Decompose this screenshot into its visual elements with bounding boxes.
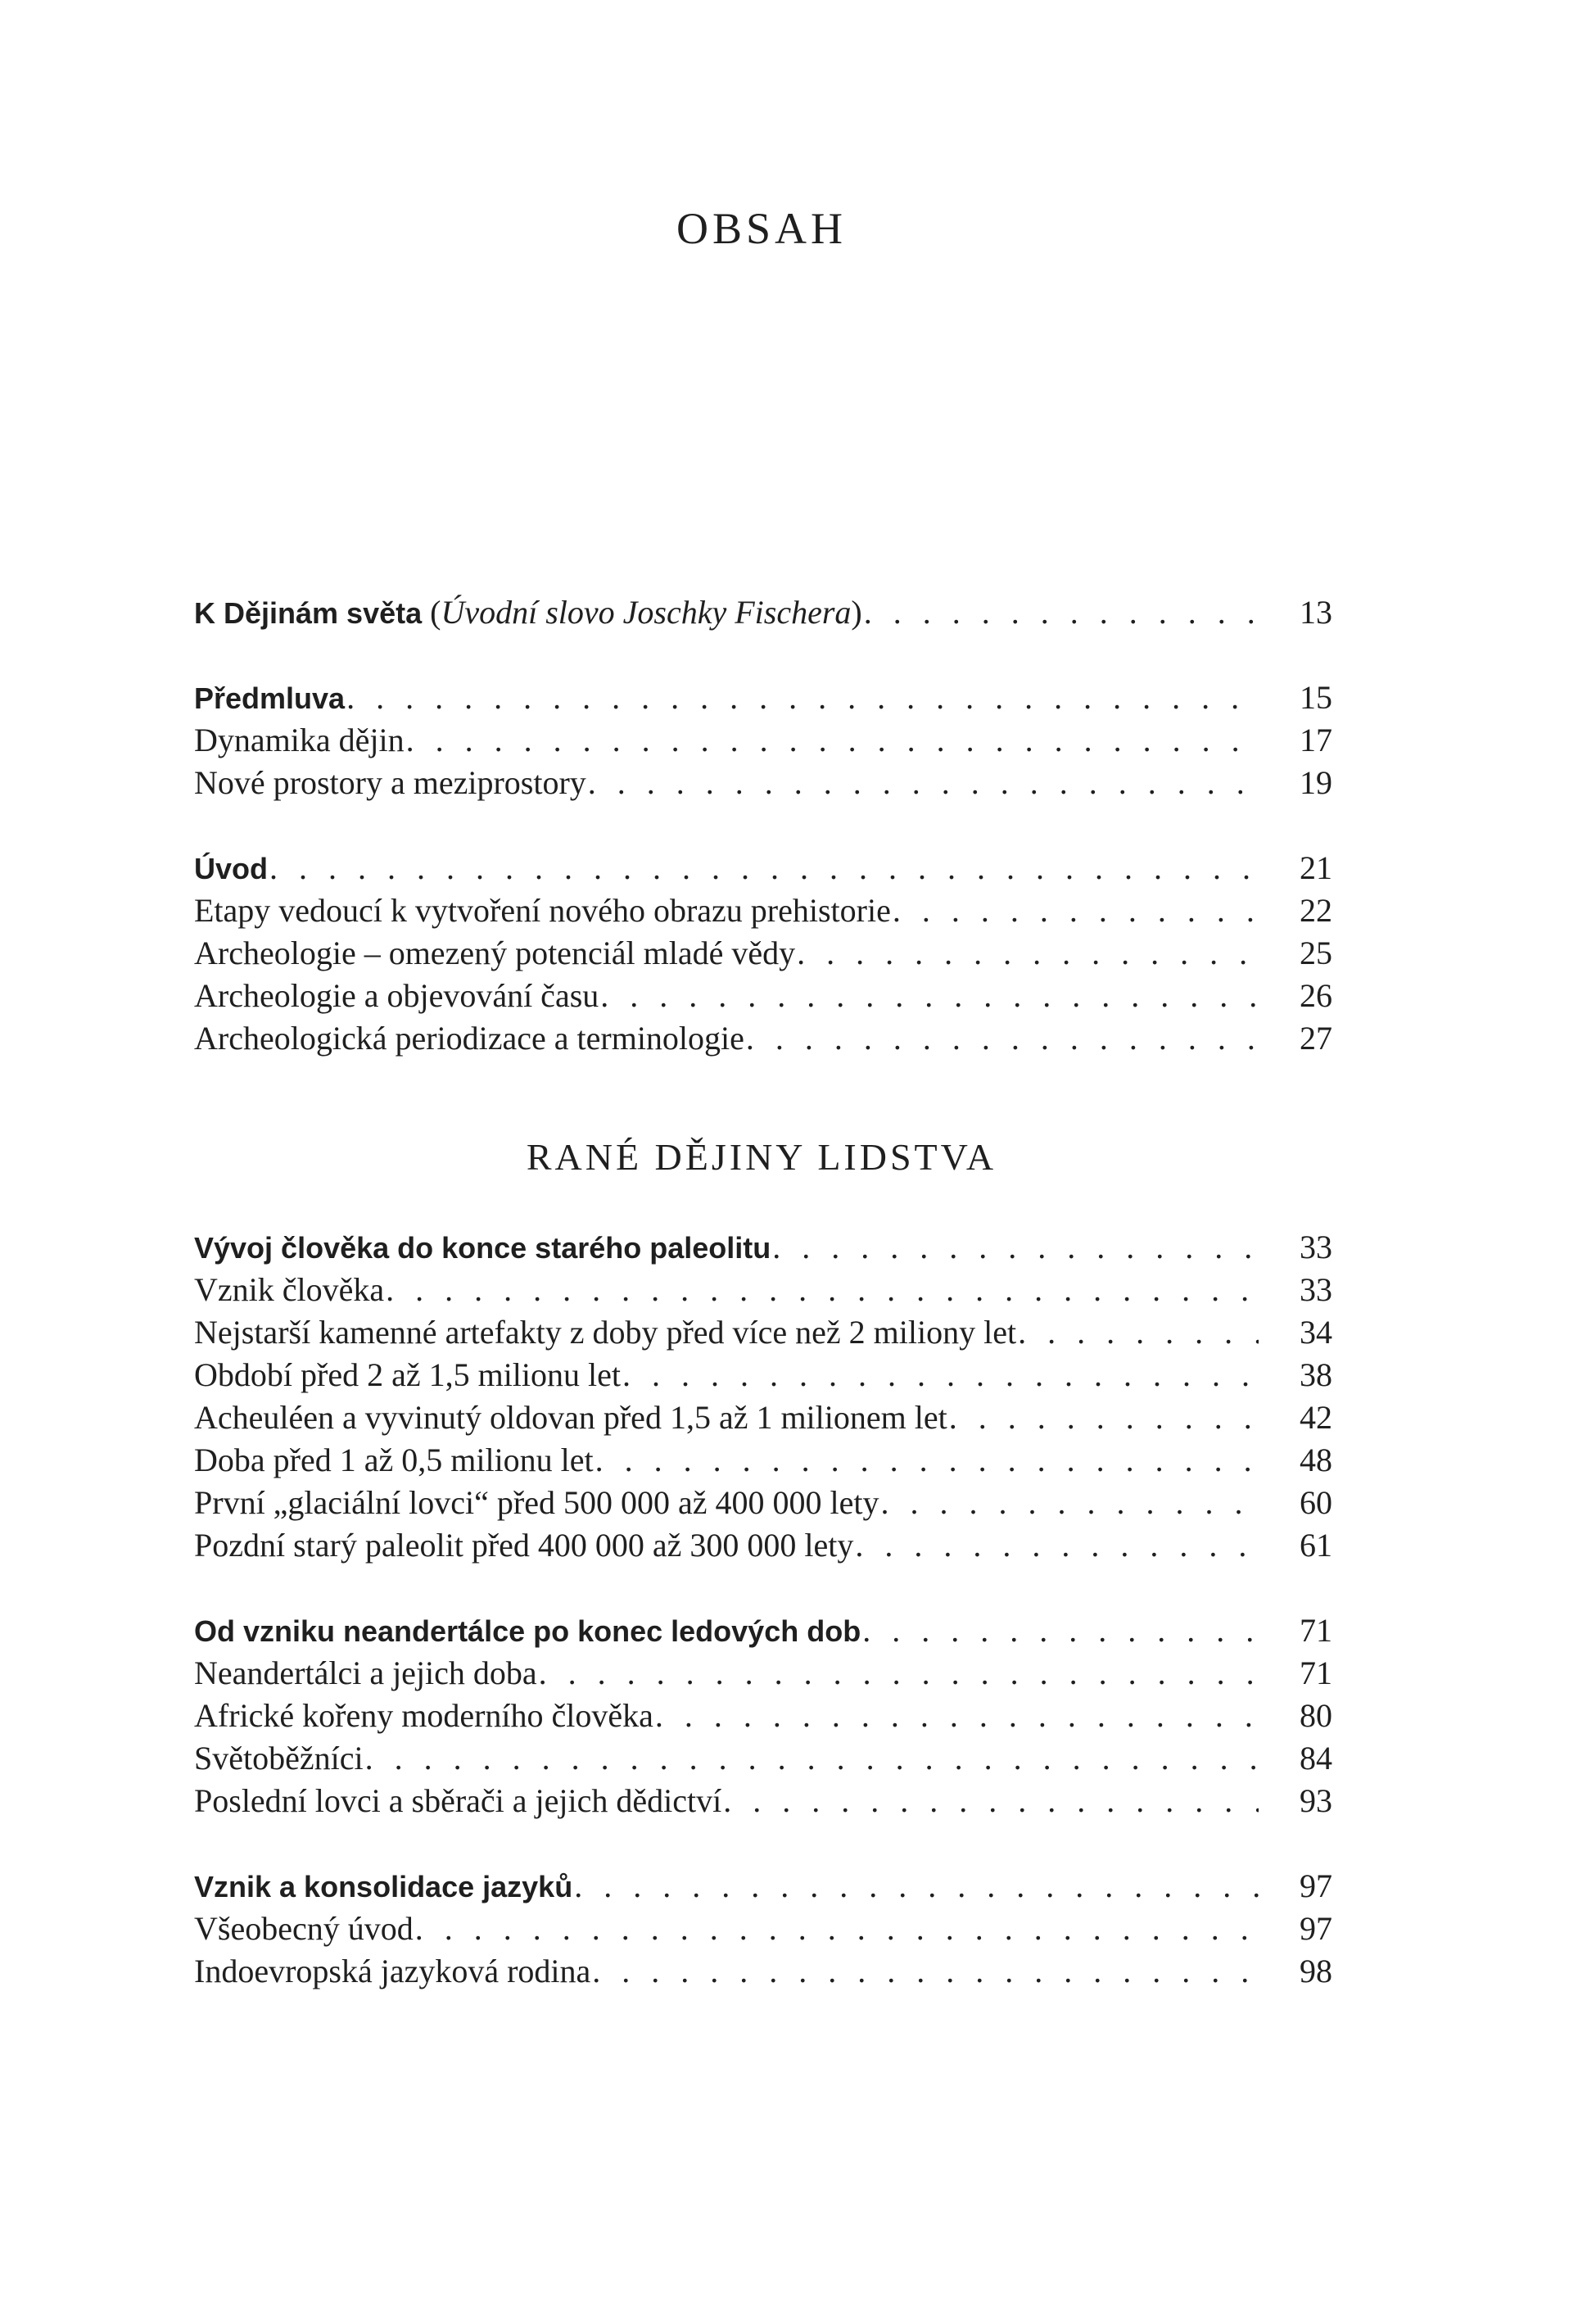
- toc-entry-title: Nové prostory a meziprostory: [194, 764, 586, 801]
- dot-leader: [365, 1737, 1259, 1780]
- toc-page-number: 60: [1300, 1484, 1332, 1521]
- toc-entry-title: Indoevropská jazyková rodina: [194, 1953, 591, 1989]
- toc-entry-title: Pozdní starý paleolit před 400 000 až 300 000 lety: [194, 1527, 854, 1564]
- toc-entry[interactable]: [194, 932, 1332, 975]
- toc-group-header[interactable]: [194, 1226, 1332, 1269]
- toc-page-number: 84: [1300, 1740, 1332, 1777]
- toc-page-number: 98: [1300, 1953, 1332, 1989]
- toc-entry-title: Archeologie a objevování času: [194, 977, 599, 1014]
- toc-page-number: 13: [1300, 594, 1332, 631]
- toc-entry[interactable]: [194, 1354, 1332, 1396]
- toc-entry[interactable]: [194, 1908, 1332, 1950]
- toc-entry-title: Vznik a konsolidace jazyků: [194, 1870, 573, 1903]
- toc-page-number: 97: [1300, 1867, 1332, 1904]
- toc-page-number: 21: [1300, 849, 1332, 886]
- toc-block-early-history: [194, 1226, 1332, 1993]
- toc-entry[interactable]: [194, 1269, 1332, 1311]
- toc-entry-title: Archeologická periodizace a terminologie: [194, 1020, 744, 1057]
- dot-leader: [949, 1396, 1259, 1439]
- toc-page-number: 42: [1300, 1399, 1332, 1436]
- toc-entry-title: Etapy vedoucí k vytvoření nového obrazu prehistorie: [194, 892, 891, 929]
- toc-page-number: 33: [1300, 1271, 1332, 1308]
- toc-entry[interactable]: [194, 1780, 1332, 1822]
- toc-entry-title: Doba před 1 až 0,5 milionu let: [194, 1442, 594, 1478]
- toc-entry[interactable]: [194, 1524, 1332, 1567]
- toc-entry-title: Archeologie – omezený potenciál mladé vědy: [194, 935, 796, 971]
- toc-page-number: 38: [1300, 1356, 1332, 1393]
- toc-page-number: 97: [1300, 1910, 1332, 1947]
- toc-entry-title: Africké kořeny moderního člověka: [194, 1697, 653, 1734]
- toc-page-number: 80: [1300, 1697, 1332, 1734]
- dot-leader: [269, 847, 1259, 889]
- toc-entry-title: Úvod: [194, 852, 268, 885]
- dot-leader: [415, 1908, 1259, 1950]
- dot-leader: [797, 932, 1259, 975]
- toc-page-number: 25: [1300, 935, 1332, 971]
- dot-leader: [386, 1269, 1259, 1311]
- toc-page-number: 15: [1300, 679, 1332, 716]
- toc-group-header[interactable]: [194, 1865, 1332, 1908]
- toc-entry-title: První „glaciální lovci“ před 500 000 až 400 000 lety: [194, 1484, 879, 1521]
- toc-page-number: 17: [1300, 722, 1332, 758]
- toc-entry[interactable]: [194, 1737, 1332, 1780]
- toc-group-header[interactable]: [194, 1609, 1332, 1652]
- toc-page-number: 71: [1300, 1612, 1332, 1649]
- toc-entry-title: Období před 2 až 1,5 milionu let: [194, 1356, 622, 1393]
- toc-entry-title: Předmluva: [194, 681, 346, 715]
- dot-leader: [406, 719, 1259, 762]
- dot-leader: [588, 762, 1259, 804]
- dot-leader: [539, 1652, 1259, 1695]
- dot-leader: [723, 1780, 1259, 1822]
- page-title: OBSAH: [676, 204, 848, 253]
- dot-leader: [595, 1439, 1259, 1482]
- toc-intro: [194, 591, 1332, 634]
- toc-entry[interactable]: [194, 762, 1332, 804]
- toc-entry[interactable]: [194, 975, 1332, 1017]
- toc-entry-title: Vývoj člověka do konce starého paleolitu: [194, 1231, 771, 1265]
- toc-entry[interactable]: [194, 1695, 1332, 1737]
- dot-leader: [592, 1950, 1259, 1993]
- toc-entry-intro[interactable]: [194, 591, 1332, 634]
- dot-leader: [600, 975, 1259, 1017]
- dot-leader: [880, 1482, 1259, 1524]
- dot-leader: [622, 1354, 1259, 1396]
- toc-entry-title: K Dějinám světa (Úvodní slovo Joschky Fischera): [194, 594, 862, 631]
- toc-entry-title: Acheuléen a vyvinutý oldovan před 1,5 až 1 milionem let: [194, 1399, 947, 1436]
- toc-page-number: 26: [1300, 977, 1332, 1014]
- toc-page-number: 93: [1300, 1782, 1332, 1819]
- dot-leader: [772, 1226, 1259, 1269]
- toc-entry-title: Vznik člověka: [194, 1271, 385, 1308]
- section-title: RANÉ DĚJINY LIDSTVA: [526, 1136, 997, 1178]
- toc-page-number: 34: [1300, 1314, 1332, 1351]
- toc-entry[interactable]: [194, 1017, 1332, 1060]
- dot-leader: [746, 1017, 1259, 1060]
- toc-page-number: 48: [1300, 1442, 1332, 1478]
- toc-entry-title: Poslední lovci a sběrači a jejich dědictví: [194, 1782, 722, 1819]
- toc-entry[interactable]: [194, 1311, 1332, 1354]
- toc-group-header[interactable]: [194, 847, 1332, 889]
- dot-leader: [893, 889, 1259, 932]
- toc-entry[interactable]: [194, 719, 1332, 762]
- toc-page-number: 61: [1300, 1527, 1332, 1564]
- toc-page-number: 27: [1300, 1020, 1332, 1057]
- toc-page-number: 19: [1300, 764, 1332, 801]
- toc-entry[interactable]: [194, 1652, 1332, 1695]
- toc-entry-title: Dynamika dějin: [194, 722, 405, 758]
- dot-leader: [1018, 1311, 1259, 1354]
- dot-leader: [574, 1865, 1259, 1908]
- dot-leader: [864, 591, 1259, 634]
- dot-leader: [862, 1609, 1259, 1652]
- toc-entry[interactable]: [194, 1482, 1332, 1524]
- toc-entry[interactable]: [194, 1396, 1332, 1439]
- toc-entry-title: Světoběžníci: [194, 1740, 364, 1777]
- toc-entry[interactable]: [194, 1439, 1332, 1482]
- toc-page-number: 33: [1300, 1229, 1332, 1265]
- toc-entry[interactable]: [194, 889, 1332, 932]
- toc-page-number: 71: [1300, 1654, 1332, 1691]
- toc-entry-title: Všeobecný úvod: [194, 1910, 414, 1947]
- toc-group-header[interactable]: [194, 677, 1332, 719]
- toc-entry-title: Od vzniku neandertálce po konec ledových dob: [194, 1614, 861, 1648]
- toc-page-number: 22: [1300, 892, 1332, 929]
- toc-block-front-matter: [194, 677, 1332, 1060]
- dot-leader: [346, 677, 1259, 719]
- toc-entry[interactable]: [194, 1950, 1332, 1993]
- dot-leader: [855, 1524, 1259, 1567]
- toc-entry-title: Neandertálci a jejich doba: [194, 1654, 537, 1691]
- toc-entry-title: Nejstarší kamenné artefakty z doby před více než 2 miliony let: [194, 1314, 1017, 1351]
- dot-leader: [655, 1695, 1259, 1737]
